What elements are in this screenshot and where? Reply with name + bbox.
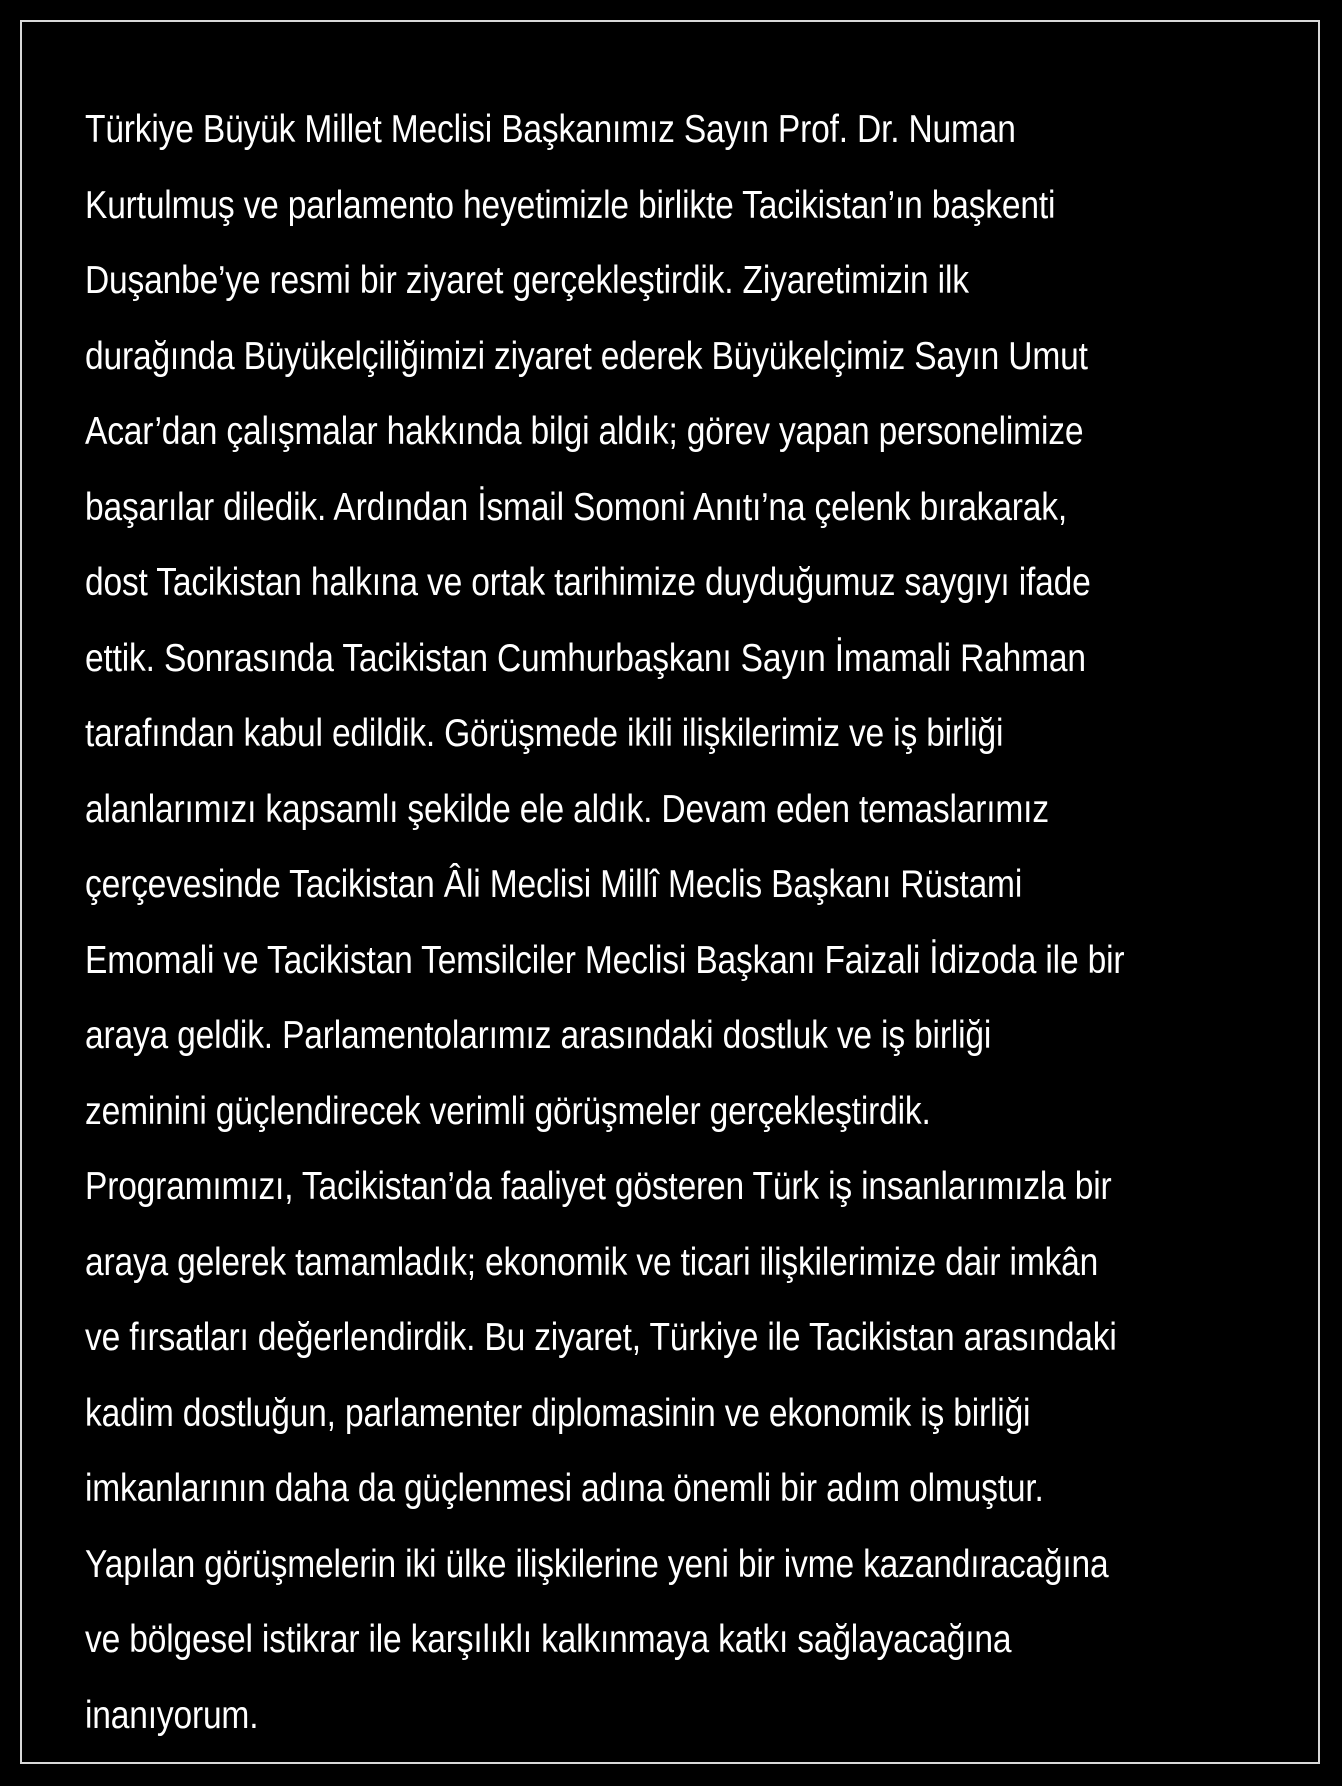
statement-line: Kurtulmuş ve parlamento heyetimizle birlikte Tacikistan’ın başkenti [85,183,1056,227]
statement-line: durağında Büyükelçiliğimizi ziyaret ederek Büyükelçimiz Sayın Umut [85,334,1088,378]
statement-line: çerçevesinde Tacikistan Âli Meclisi Millî Meclis Başkanı Rüstami [85,863,1023,906]
statement-line: Duşanbe’ye resmi bir ziyaret gerçekleştirdik. Ziyaretimizin ilk [85,259,969,302]
statement-line: araya geldik. Parlamentolarımız arasındaki dostluk ve iş birliği [85,1014,992,1057]
statement-line: Yapılan görüşmelerin iki ülke ilişkilerine yeni bir ivme kazandıracağına [85,1542,1109,1586]
statement-line: ettik. Sonrasında Tacikistan Cumhurbaşkanı Sayın İmamali Rahman [85,636,1086,680]
statement-line: kadim dostluğun, parlamenter diplomasinin ve ekonomik iş birliği [85,1391,1031,1435]
statement-line: imkanlarının daha da güçlenmesi adına önemli bir adım olmuştur. [85,1467,1044,1510]
statement-line: başarılar diledik. Ardından İsmail Somoni Anıtı’na çelenk bırakarak, [85,485,1067,529]
statement-line: Emomali ve Tacikistan Temsilciler Meclisi Başkanı Faizali İdizoda ile bir [85,938,1125,982]
statement-line: alanlarımızı kapsamlı şekilde ele aldık. Devam eden temaslarımız [85,787,1049,831]
statement-text [85,92,1315,1753]
statement-line: dost Tacikistan halkına ve ortak tarihimize duyduğumuz saygıyı ifade [85,561,1091,604]
statement-line: Türkiye Büyük Millet Meclisi Başkanımız Sayın Prof. Dr. Numan [85,108,1016,151]
statement-line: zeminini güçlendirecek verimli görüşmeler gerçekleştirdik. [85,1089,931,1133]
statement-line: tarafından kabul edildik. Görüşmede ikili ilişkilerimiz ve iş birliği [85,712,1004,755]
statement-line: araya gelerek tamamladık; ekonomik ve ticari ilişkilerimize dair imkân [85,1240,1099,1284]
statement-line: Acar’dan çalışmalar hakkında bilgi aldık; görev yapan personelimize [85,410,1084,453]
statement-line: inanıyorum. [85,1693,259,1737]
statement-frame [20,20,1320,1764]
statement-line: ve bölgesel istikrar ile karşılıklı kalkınmaya katkı sağlayacağına [85,1618,1012,1661]
statement-line: ve fırsatları değerlendirdik. Bu ziyaret, Türkiye ile Tacikistan arasındaki [85,1316,1117,1359]
statement-line: Programımızı, Tacikistan’da faaliyet gösteren Türk iş insanlarımızla bir [85,1165,1112,1208]
